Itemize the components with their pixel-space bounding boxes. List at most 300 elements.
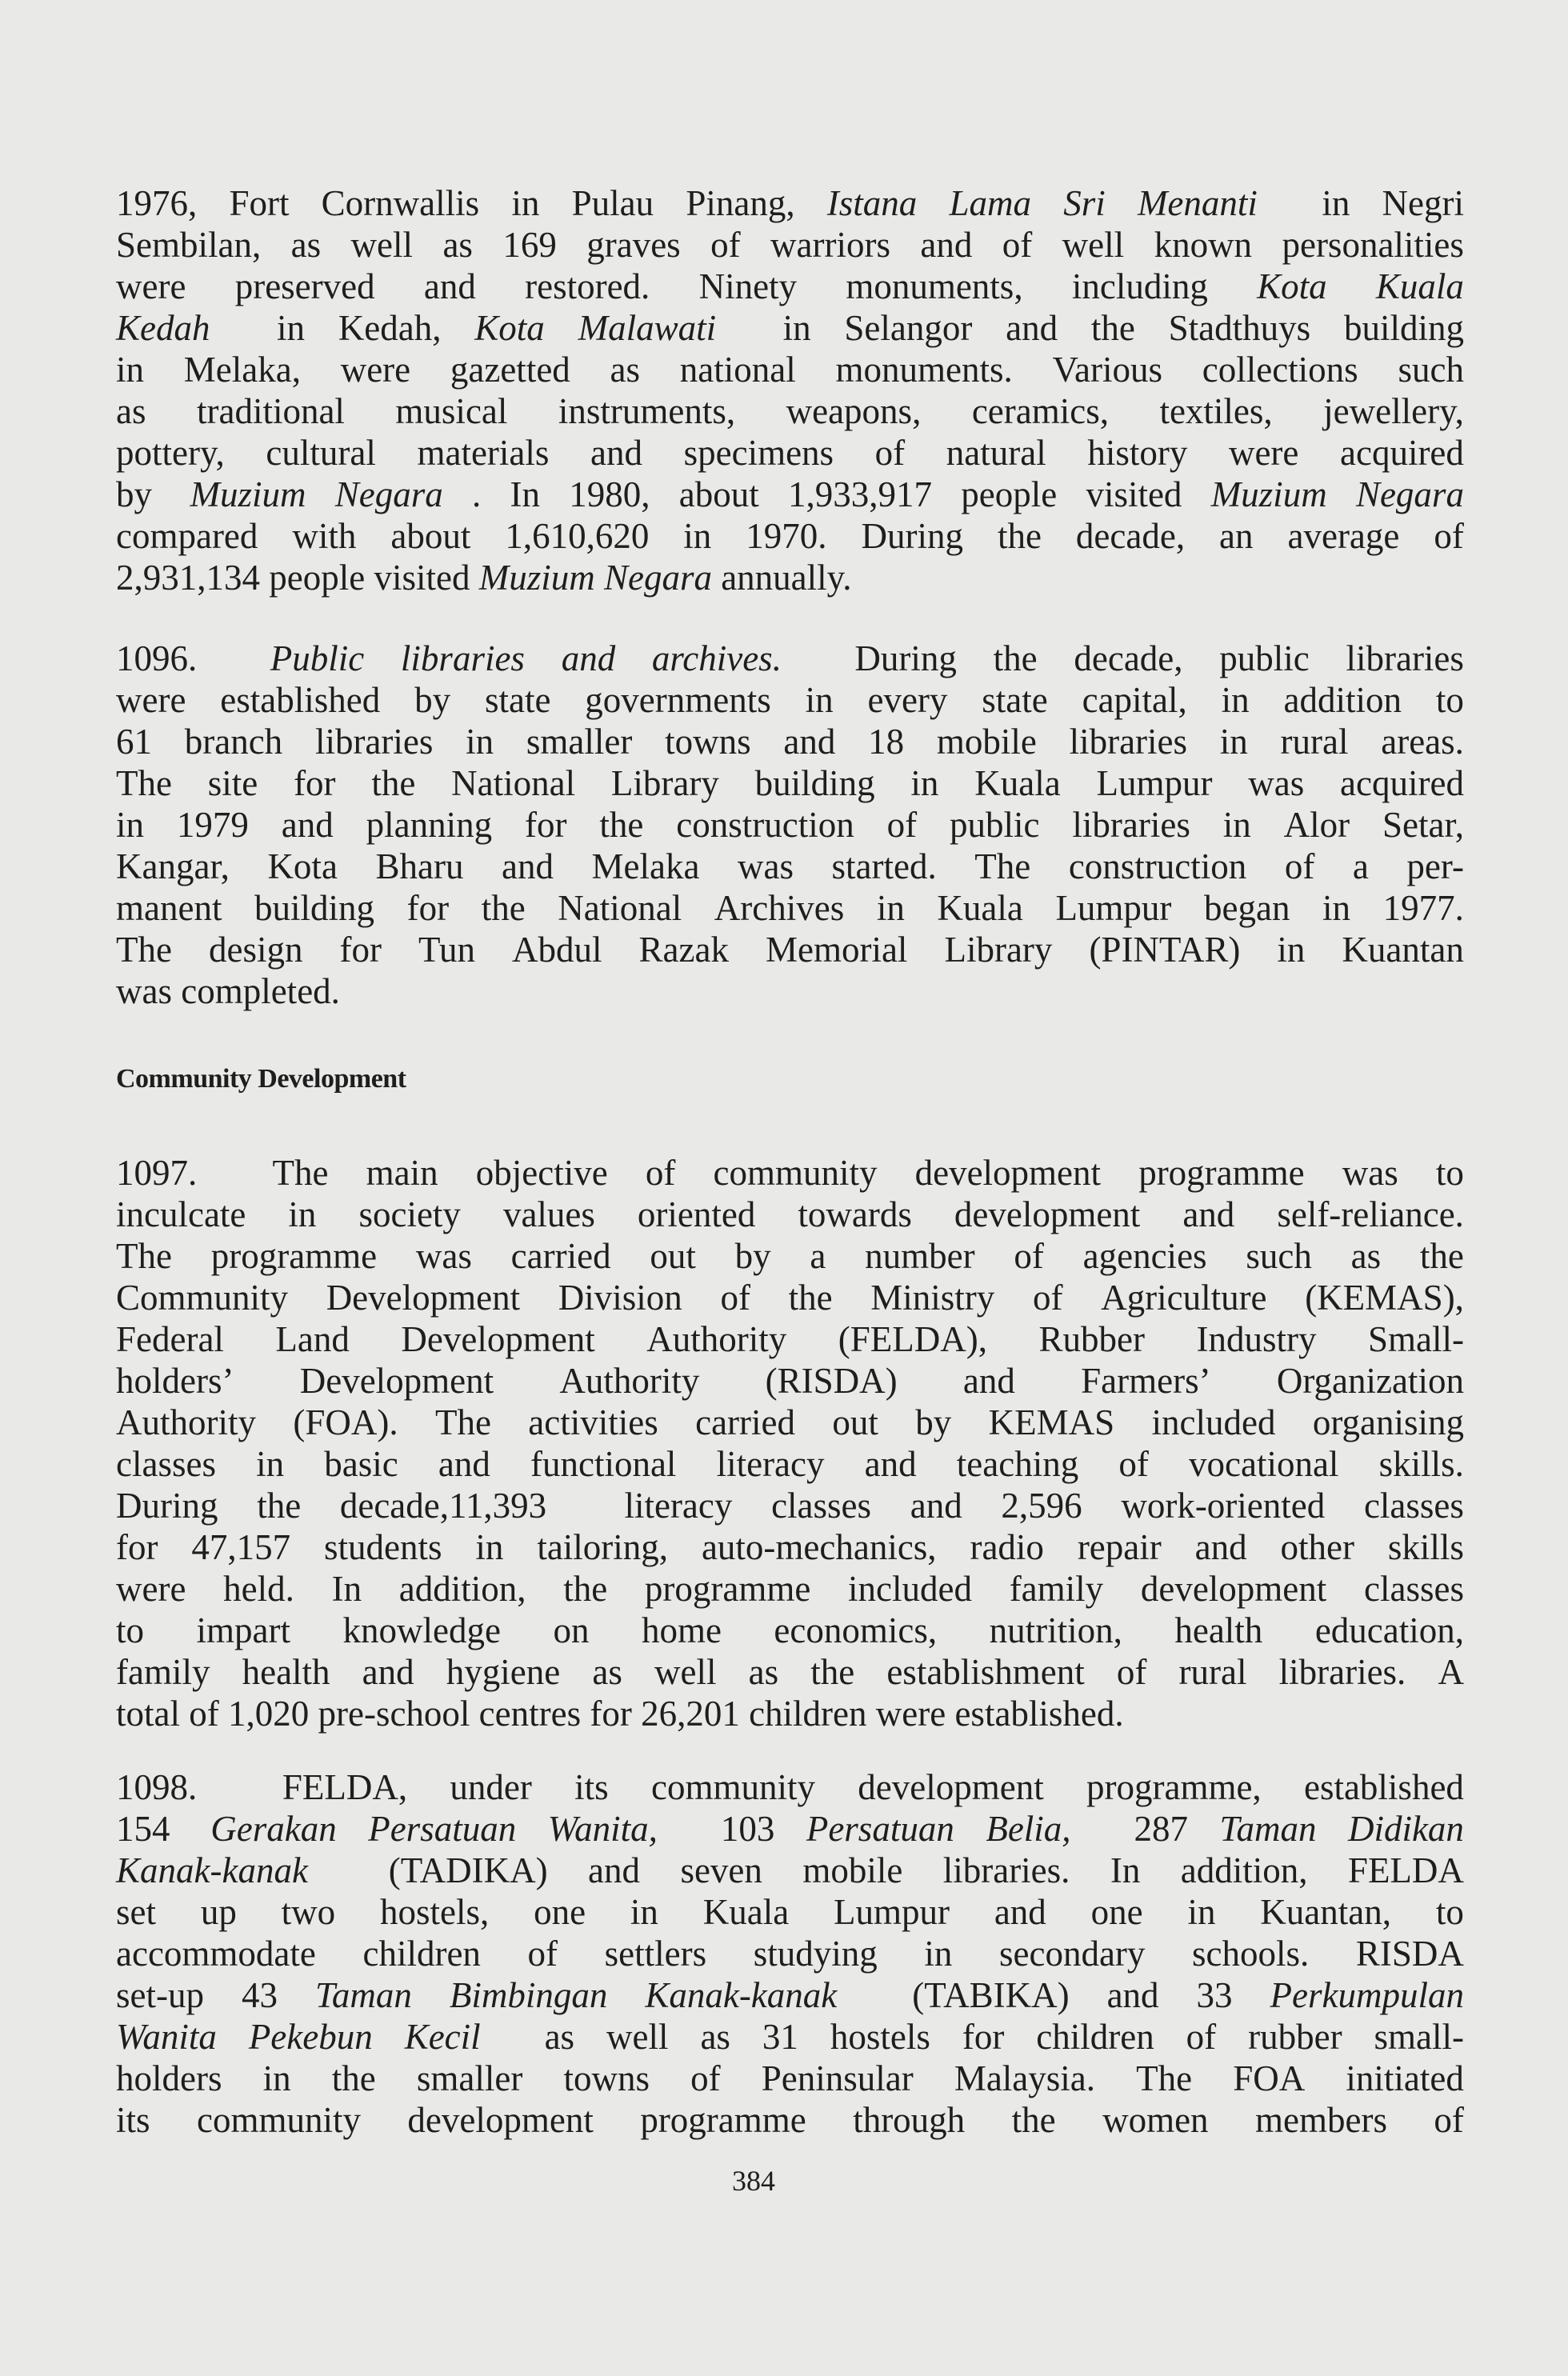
text: literacy [624,1486,733,1526]
text-line [116,1808,1464,1850]
text: in [511,183,540,223]
italic-text: Muzium [478,558,604,598]
text: main [366,1153,438,1193]
text: During [854,638,957,678]
text: of [1118,1444,1149,1484]
text: carried [695,1402,796,1442]
text: Kangar, [116,846,230,886]
text: studying [753,1934,878,1974]
text: Authority [559,1361,700,1401]
text: of [527,1934,558,1974]
text: the [810,1652,855,1692]
text: Industry [1196,1319,1317,1359]
text-line [116,1277,1464,1318]
text: two [281,1892,336,1932]
text-line [116,1485,1464,1526]
text: and [962,1361,1015,1401]
text: building [254,888,375,928]
text: as [592,1652,622,1692]
text: The [116,1236,172,1276]
text: was [738,846,794,886]
text-line [116,1651,1464,1693]
text: the [788,1278,833,1318]
text: of [1284,846,1315,886]
text-line [116,2099,1464,2141]
text: under [450,1767,532,1807]
text: addition, [398,1569,526,1609]
text: establishment [886,1652,1085,1692]
text: of [1014,1236,1044,1276]
text: the [257,1486,302,1526]
text: 1,020 [227,1694,318,1734]
text: accommodate [116,1934,316,1974]
text: and [1006,308,1058,348]
text-line [116,804,1464,846]
text: people [269,558,374,598]
text: 1976, [116,183,198,223]
text: state [484,680,551,720]
text-line [116,638,1464,679]
text: in [924,1934,953,1974]
text: visited [1086,474,1182,514]
text: in [1187,1892,1216,1932]
text: Kuantan [1342,930,1464,970]
text: libraries [314,722,434,762]
text: in [466,722,494,762]
text: In [510,474,540,514]
page-number: 384 [732,2165,775,2197]
text: number [865,1236,975,1276]
text: tailoring, [537,1527,669,1567]
text: for [962,2017,1005,2057]
text: classes [1363,1486,1464,1526]
text: for [339,930,382,970]
text: centres [478,1694,590,1734]
text: the [1419,1236,1464,1276]
text: for [590,1694,642,1734]
text: public [950,805,1040,845]
text: the [1090,308,1135,348]
text-line [116,557,1464,598]
text: instruments, [558,391,736,431]
text-line [116,1693,1464,1734]
text: traditional [196,391,345,431]
text: one [534,1892,586,1932]
text: held. [223,1569,294,1609]
text: one [1090,1892,1143,1932]
italic-text: Muzium [1210,474,1327,514]
text: towns [665,722,751,762]
text: Development [299,1361,494,1401]
text: activities [528,1402,658,1442]
text: preserved [234,266,375,306]
text: libraries [1346,638,1464,678]
text: 31 [762,2017,798,2057]
text: building [1343,308,1464,348]
text: and [362,1652,414,1692]
text: an [1219,516,1254,556]
text: The [974,846,1031,886]
text: health [1174,1610,1263,1650]
text: skills [1387,1527,1464,1567]
text: were [116,266,186,306]
text: and [783,722,836,762]
text: community [650,1767,815,1807]
text: Tun [418,930,475,970]
text: The [1136,2058,1193,2098]
text-line [116,1766,1464,1808]
text: . [472,474,482,514]
text: as [748,1652,779,1692]
text: schools. [1192,1934,1310,1974]
italic-text: archives. [651,638,782,678]
italic-text: Kota [474,308,545,348]
text-line [116,1526,1464,1568]
text-line [116,679,1464,721]
text-line [116,1850,1464,1891]
text: The [434,1402,491,1442]
text: with [292,516,357,556]
text: development [954,1194,1141,1234]
text: its [574,1767,609,1807]
text: in [256,1444,285,1484]
text: The [116,763,172,803]
text: included [1151,1402,1276,1442]
text: to [1435,1892,1464,1932]
text: programme [644,1569,811,1609]
text: and [864,1444,917,1484]
text: as [116,391,146,431]
italic-text: Lama [949,183,1032,223]
text: Pulau [571,183,654,223]
text: classes [771,1486,872,1526]
italic-text: Pekebun [248,2017,373,2057]
text: site [207,763,258,803]
italic-text: Bimbingan [449,1975,608,2015]
text: 1980, [569,474,650,514]
text: manent [116,888,222,928]
text: libraries. [942,1850,1070,1890]
text: established [1303,1767,1464,1807]
text: Authority [646,1319,787,1359]
text: by [915,1402,952,1442]
section-heading: Community Development [116,1064,406,1094]
text-line [116,1194,1464,1235]
text: were [1228,433,1299,473]
text: through [853,2100,966,2140]
text: 1096. [116,638,198,678]
text: Stadthuys [1168,308,1311,348]
text: and [590,433,642,473]
text: hostels, [379,1892,490,1932]
italic-text: Kota [1257,266,1327,306]
text: Agriculture [1101,1278,1267,1318]
text: the [997,516,1042,556]
text: 1979 [176,805,249,845]
text: 154 [116,1809,179,1849]
text: Negri [1382,183,1464,223]
text: repair [1077,1527,1162,1567]
text: Malaysia. [954,2058,1096,2098]
text: community [713,1153,878,1193]
text: Federal [116,1319,224,1359]
text: women [1102,2100,1209,2140]
text: was [1248,763,1305,803]
text: and [1194,1527,1247,1567]
text: RISDA [1355,1934,1464,1974]
text: construction [676,805,854,845]
text-line [116,970,1464,1012]
text: (FELDA), [838,1319,987,1359]
text: and [423,266,476,306]
text: decade, [1075,516,1186,556]
text: pre-school [318,1694,479,1734]
text: well [350,225,414,265]
text: hostels [830,2017,930,2057]
text: of [1186,2017,1217,2057]
text: of [645,1153,676,1193]
text: basic [324,1444,398,1484]
text: established. [954,1694,1124,1734]
text-line [116,1152,1464,1194]
text: by [116,474,162,514]
text: Kuala [702,1892,790,1932]
text: 287 [1134,1809,1189,1849]
text: were [116,1569,186,1609]
text: Ministry [870,1278,995,1318]
text: Abdul [511,930,602,970]
text: in [262,2058,291,2098]
text: 18 [868,722,905,762]
text: in [288,1194,317,1234]
text: as [442,225,473,265]
text: Kuala [974,763,1061,803]
text: other [1280,1527,1354,1567]
text-line [116,1568,1464,1610]
text: Alor [1283,805,1350,845]
text: rural [1280,722,1349,762]
text: were [116,680,186,720]
text: state [982,680,1048,720]
text: Development [326,1278,521,1318]
text: Peninsular [761,2058,914,2098]
text: jewellery, [1323,391,1464,431]
text: programme [640,2100,806,2140]
text: During [861,516,963,556]
text: libraries [1069,722,1188,762]
text: in [1219,722,1248,762]
text: and [1182,1194,1235,1234]
text: and [438,1444,490,1484]
text: cultural [266,433,376,473]
text: was [415,1236,472,1276]
text: 1097. [116,1153,198,1193]
text: organising [1312,1402,1464,1442]
text-line [116,474,1464,515]
text: materials [417,433,550,473]
text: public [1219,638,1310,678]
italic-text: Taman [1219,1809,1317,1849]
text: During [116,1486,218,1526]
text: Lumpur [834,1892,950,1932]
text: libraries [1072,805,1190,845]
text: towns [563,2058,650,2098]
text-line [116,515,1464,557]
text: Ninety [698,266,798,306]
text: economics, [774,1610,938,1650]
text: as [1350,1236,1382,1276]
text: 1098. [116,1767,198,1807]
text: 43 [241,1975,278,2015]
text: musical [395,391,508,431]
text: natural [946,433,1046,473]
text: its [116,2100,150,2140]
text: seven [680,1850,762,1890]
text: small- [1374,2017,1464,2057]
text: hygiene [446,1652,561,1692]
text: a [810,1236,826,1276]
text: pottery, [116,433,225,473]
text: known [1154,225,1253,265]
text: Kuantan, [1260,1892,1391,1932]
text: children [749,1694,876,1734]
italic-text: Negara [334,474,443,514]
text: in [805,680,834,720]
text: history [1087,433,1188,473]
text: out [832,1402,878,1442]
text: Selangor [844,308,973,348]
text: Authority [116,1402,256,1442]
text: of [886,805,918,845]
text: (PINTAR) [1089,930,1241,970]
text: 2,596 [1001,1486,1082,1526]
text: Farmers’ [1081,1361,1211,1401]
text: personalities [1282,225,1464,265]
text: Razak [638,930,729,970]
text: vocational [1189,1444,1339,1484]
text: of [690,2058,721,2098]
text: included [848,1569,972,1609]
text: for [406,888,450,928]
text: the [1011,2100,1056,2140]
text: rural [1178,1652,1247,1692]
text: in [782,308,811,348]
text: knowledge [342,1610,501,1650]
text: to [1435,680,1464,720]
text: Kota [267,846,338,886]
italic-text: Negara [603,558,712,598]
italic-text: Persatuan [368,1809,517,1849]
text: gazetted [450,350,570,390]
text: 26,201 [641,1694,750,1734]
text: settlers [604,1934,707,1974]
text: was [1342,1153,1398,1193]
text: warriors [770,225,890,265]
text: Bharu [375,846,464,886]
text: areas. [1381,722,1464,762]
text-line [116,929,1464,970]
text: the [331,2058,376,2098]
text: Community [116,1278,289,1318]
text-line [116,2058,1464,2099]
text: (TABIKA) [912,1975,1070,2015]
text: objective [475,1153,608,1193]
text: Division [558,1278,682,1318]
text: and [920,225,973,265]
text: 169 [502,225,557,265]
text-line [116,2016,1464,2058]
text: In [331,1569,362,1609]
text-line [116,266,1464,307]
text: Pinang, [686,183,795,223]
text: and [1106,1975,1159,2015]
text-line [116,1402,1464,1443]
text: of [1116,1652,1147,1692]
text: well [654,1652,717,1692]
text: in [1277,930,1306,970]
text: in [683,516,712,556]
italic-text: Public [270,638,365,678]
text: and [910,1486,962,1526]
text: set [116,1892,156,1932]
text-line [116,182,1464,224]
text: In [1110,1850,1141,1890]
text: every [867,680,948,720]
text: in [116,805,145,845]
text: by [414,680,451,720]
text: and [281,805,334,845]
italic-text: Wanita [116,2017,217,2057]
italic-text: Sri [1063,183,1106,223]
text: members [1255,2100,1387,2140]
text: out [650,1236,696,1276]
text: in [910,763,939,803]
text: the [563,1569,608,1609]
text: programme, [1086,1767,1262,1807]
text: of [1032,1278,1063,1318]
text: Sembilan, [116,225,262,265]
text: Kuala [937,888,1023,928]
text: agencies [1082,1236,1207,1276]
text: rubber [1248,2017,1342,2057]
text-line [116,224,1464,266]
text: as [544,2017,575,2057]
text-line [116,846,1464,887]
italic-text: Kanak-kanak [645,1975,838,2015]
text: 61 [116,722,152,762]
italic-text: Istana [826,183,918,223]
italic-text: Menanti [1137,183,1258,223]
text: specimens [683,433,834,473]
text: annually. [721,558,852,598]
text: about [390,516,471,556]
italic-text: Gerakan [210,1809,337,1849]
text: such [1398,350,1464,390]
text: average [1287,516,1400,556]
text: as [700,2017,730,2057]
text: planning [366,805,493,845]
text: acquired [1340,433,1464,473]
text: addition [1283,680,1402,720]
text: Cornwallis [321,183,480,223]
text: community [196,2100,361,2140]
text: teaching [956,1444,1079,1484]
italic-text: Kanak-kanak [116,1850,308,1890]
text: Lumpur [1055,888,1172,928]
text: in [876,888,905,928]
text: programme [210,1236,378,1276]
text: impart [196,1610,290,1650]
